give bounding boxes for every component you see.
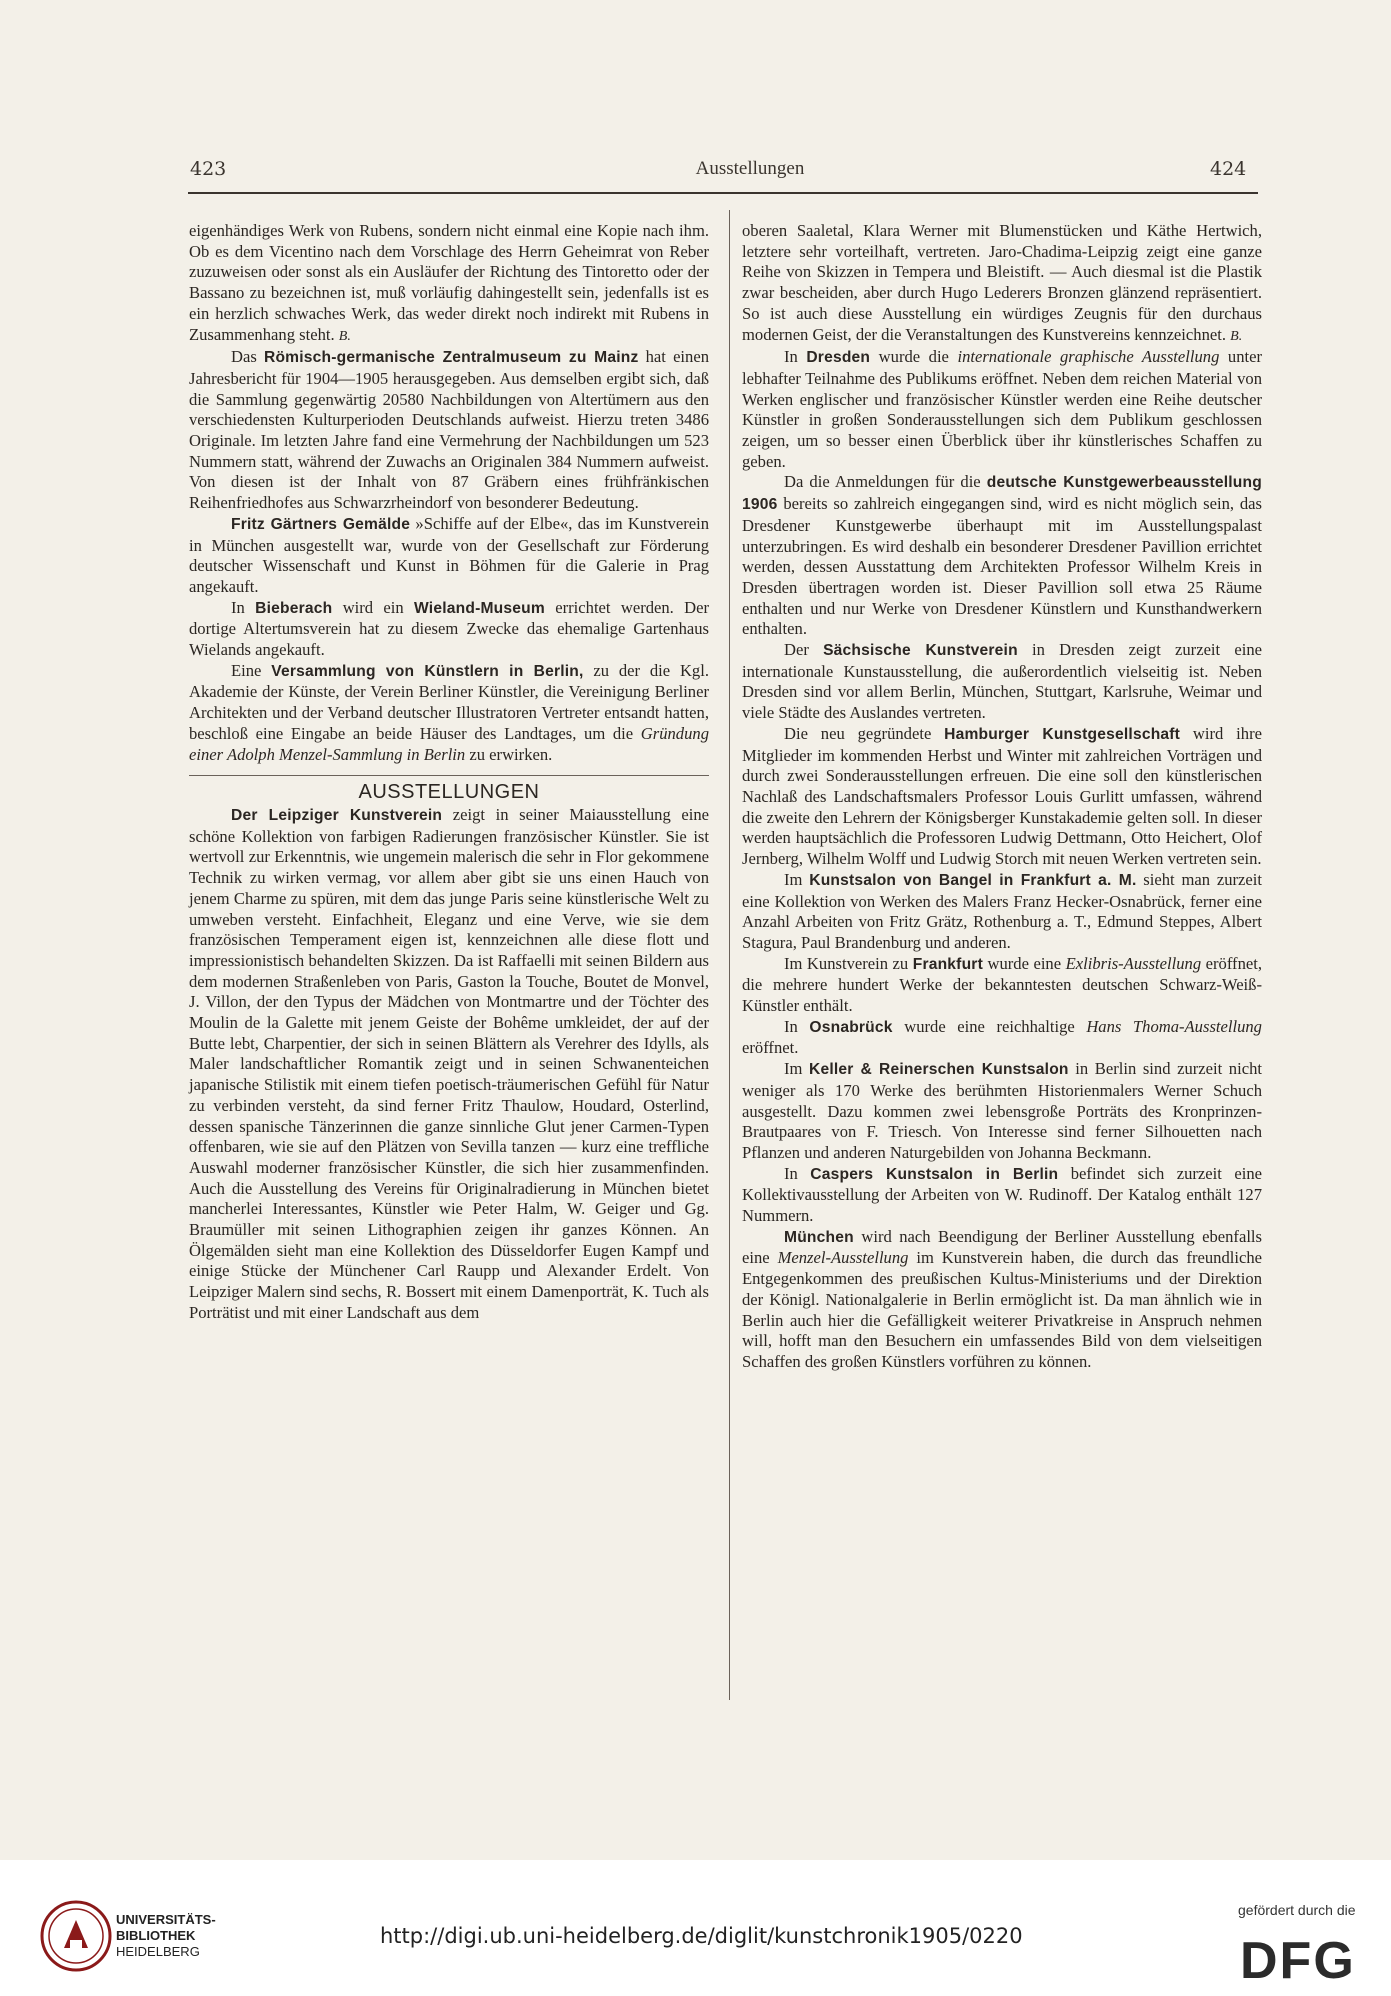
bold-term: Bieberach: [255, 599, 333, 617]
left-column: [189, 221, 709, 1324]
bold-term: Sächsische Kunstverein: [823, 642, 1018, 660]
italic-term: Exlibris-Ausstellung: [1065, 953, 1202, 973]
bold-term: Caspers Kunstsalon in Berlin: [810, 1165, 1059, 1183]
paragraph: In Dresden wurde die internationale graphische Ausstellung unter lebhafter Teilnahme des Publikums eröffnet. Neben dem reichen Material von Werken englischer und französischer Künstler werden eine Reihe deutscher Künstler in großen Sonderausstellungen sich dem Publikum geschlossen zeigen, um so besser einen Überblick über ihr künstlerisches Schaffen zu geben.: [742, 347, 1262, 471]
section-rule: [189, 775, 709, 776]
bold-term: München: [784, 1228, 854, 1246]
italic-term: Menzel-Ausstellung: [777, 1248, 909, 1268]
paragraph: oberen Saaletal, Klara Werner mit Blumenstücken und Käthe Hertwich, letztere sehr vorteilhaft, vertreten. Jaro-Chadima-Leipzig zeigt eine ganze Reihe von Skizzen in Tempera und Bleistift. — Auch diesmal ist die Plastik zwar bescheiden, aber durch Hugo Lederers Bronzen glänzend repräsentiert. So ist auch diese Ausstellung ein würdiges Zeugnis für den durchaus modernen Geist, der die Veranstaltungen des Kunstvereins kennzeichnet. B.: [742, 221, 1262, 344]
bold-term: Osnabrück: [809, 1018, 893, 1036]
library-name: UNIVERSITÄTS- BIBLIOTHEK HEIDELBERG: [116, 1912, 216, 1959]
paragraph: Der Sächsische Kunstverein in Dresden zeigt zurzeit eine internationale Kunstausstellung, die außerordentlich vielseitig ist. Neben Dresden sind vor allem Berlin, München, Stuttgart, Karlsruhe, Weimar und viele Städte des Auslandes vertreten.: [742, 640, 1262, 723]
paragraph: Im Kunstsalon von Bangel in Frankfurt a. M. sieht man zurzeit eine Kollektion von Werken des Malers Franz Hecker-Osnabrück, ferner eine Anzahl Arbeiten von Fritz Grätz, Rothenburg a. T., Edmund Steppes, Albert Stagura, Paul Brandenburg und anderen.: [742, 869, 1262, 952]
source-url-link[interactable]: http://digi.ub.uni-heidelberg.de/diglit/kunstchronik1905/0220: [380, 1924, 1023, 1948]
dfg-logo-text: DFG: [1240, 1934, 1356, 1982]
paragraph: In Bieberach wird ein Wieland-Museum errichtet werden. Der dortige Altertumsverein hat zu diesem Zwecke das ehemalige Gartenhaus Wielands angekauft.: [189, 597, 710, 660]
italic-term: Hans Thoma-Ausstellung: [1086, 1016, 1262, 1036]
funding-note: gefördert durch die: [1238, 1902, 1356, 1918]
bold-term: Wieland-Museum: [414, 599, 545, 617]
column-divider: [729, 210, 730, 1700]
bold-term: Versammlung von Künstlern in Berlin,: [271, 662, 584, 680]
university-seal-icon: [40, 1900, 112, 1972]
paragraph: Im Kunstverein zu Frankfurt wurde eine Exlibris-Ausstellung eröffnet, die mehrere hundert Werke der bekanntesten deutschen Schwarz-Weiß-Künstler enthält.: [742, 953, 1263, 1016]
bold-term: Römisch-germanische Zentralmuseum zu Mainz: [263, 349, 639, 367]
paragraph: Das Römisch-germanische Zentralmuseum zu Mainz hat einen Jahresbericht für 1904—1905 herausgegeben. Aus demselben ergibt sich, daß die Sammlung gegenwärtig 20580 Nachbildungen von Altertümern aus den verschiedensten Kulturperioden Deutschlands aufweist. Hierzu treten 3486 Originale. Im letzten Jahre fand eine Vermehrung der Nachbildungen um 523 Nummern statt, während der Zuwachs an Originalen 384 Nummern aufweist. Von diesen ist der Inhalt von 87 Gräbern eines frühfränkischen Reihenfriedhofes aus Schwarzrheindorf von besonderer Bedeutung.: [189, 347, 709, 513]
header-rule: [188, 192, 1258, 194]
bold-term: Dresden: [806, 349, 871, 367]
paragraph: Der Leipziger Kunstverein zeigt in seiner Maiausstellung eine schöne Kollektion von farbigen Radierungen französischer Künstler. Sie ist wertvoll zur Erkenntnis, wie ungemein malerisch die sehr in Flor gekommene Technik zu wirken vermag, vor allem aber gibt sie uns einen Hauch von jenem Charme zu spüren, mit dem das junge Paris seine künstlerische Welt zu umweben versteht. Einfachheit, Eleganz und eine Verve, wie sie dem französischen Temperament eigen ist, kennzeichnen alle diese flott und impressionistisch behandelten Skizzen. Da ist Raffaelli mit seinen Bildern aus dem modernen Straßenleben von Paris, Gaston la Touche, Boutet de Monvel, J. Villon, der den Typus der Mädchen von Montmartre und der Töchter des Moulin de la Galette mit jenem Geiste der Bohême umkleidet, der auf der Butte lebt, Charpentier, der sich in seinen Blättern als Verehrer des Idylls, als Maler landschaftlicher Romantik zeigt und in seinen Schwanenteichen japanische Stilistik mit einem tiefen poetisch-träumerischen Gefühl für Natur zu verbinden versteht, da sind ferner Fritz Thaulow, Houdard, Osterlind, dessen spanische Tänzerinnen die ganze sinnliche Glut jener Carmen-Typen offenbaren, wie sie auf den Plätzen von Sevilla tanzen — kurz eine treffliche Auswahl moderner französischer Künstler, die sich hier zusammenfinden. Auch die Ausstellung des Vereins für Originalradierung in München bietet mancherlei Interessantes, Künstler wie Peter Halm, W. Geiger und Gg. Braumüller mit seinen Lithographien zeigen ihr ganzes Können. An Ölgemälden sieht man eine Kollektion des Düsseldorfer Eugen Kampf und einige Stücke der Münchener Carl Raupp und Alexander Erdelt. Von Leipziger Malern sind sechs, R. Bossert mit einem Damenporträt, K. Tuch als Porträtist und mit einer Landschaft aus dem: [189, 804, 709, 1322]
bold-term: Keller & Reinerschen Kunstsalon: [809, 1061, 1069, 1079]
paragraph: Die neu gegründete Hamburger Kunstgesellschaft wird ihre Mitglieder im kommenden Herbst und Winter mit zahlreichen Vorträgen und durch zwei Sonderausstellungen erfreuen. Die eine soll den künstlerischen Nachlaß des Landschaftsmalers Professor Louis Gurlitt umfassen, während die zweite den Lehrern der Königsberger Kunstakademie gelten soll. In dieser werden hauptsächlich die Professoren Ludwig Dettmann, Otto Heichert, Olof Jernberg, Wilhelm Wolff und Ludwig Storch mit neuen Werken vertreten sein.: [742, 723, 1262, 869]
bold-term: Fritz Gärtners Gemälde: [231, 515, 411, 533]
signature: B.: [338, 328, 351, 344]
page-number-left: 423: [190, 158, 227, 180]
bold-term: Frankfurt: [912, 955, 983, 973]
italic-term: Gründung einer Adolph Menzel-Sammlung in Berlin: [189, 723, 709, 764]
bold-term: Der Leipziger Kunstverein: [231, 806, 443, 824]
bold-term: Hamburger Kunstgesellschaft: [944, 725, 1181, 743]
dfg-logo: [1240, 1934, 1368, 1982]
paragraph: München wird nach Beendigung der Berliner Ausstellung ebenfalls eine Menzel-Ausstellung im Kunstverein haben, die durch das freundliche Entgegenkommen des preußischen Kultus-Ministeriums und der Direktion der Königl. Nationalgalerie in Berlin ermöglicht ist. Da man ähnlich wie in Berlin auch hier die Gefälligkeit weiterer Privatkreise in Anspruch nehmen will, hofft man den Besuchern ein umfassendes Bild von dem vielseitigen Schaffen des großen Künstlers vorführen zu können.: [742, 1226, 1263, 1371]
paragraph: Eine Versammlung von Künstlern in Berlin, zu der die Kgl. Akademie der Künste, der Verein Berliner Künstler, die Vereinigung Berliner Architekten und der Verband deutscher Illustratoren Vertreter entsandt hatten, beschloß eine Eingabe an beide Häuser des Landtages, um die Gründung einer Adolph Menzel-Sammlung in Berlin zu erwirken.: [189, 660, 709, 764]
paragraph: In Osnabrück wurde eine reichhaltige Hans Thoma-Ausstellung eröffnet.: [742, 1016, 1262, 1058]
paragraph: Fritz Gärtners Gemälde »Schiffe auf der Elbe«, das im Kunstverein in München ausgestellt war, wurde von der Gesellschaft zur Förderung deutscher Wissenschaft und Kunst in Böhmen für die Galerie in Prag angekauft.: [189, 513, 710, 596]
paragraph: eigenhändiges Werk von Rubens, sondern nicht einmal eine Kopie nach ihm. Ob es dem Vicentino nach dem Vorschlage des Herrn Geheimrat von Reber zuzuweisen oder sonst als ein Ausläufer der Richtung des Tintoretto oder der Bassano zu bezeichnen ist, muß vorläufig dahingestellt sein, jedenfalls ist es ein herzlich schwaches Werk, das weder direkt noch indirekt mit Rubens in Zusammenhang steht. B.: [189, 221, 709, 344]
paragraph: In Caspers Kunstsalon in Berlin befindet sich zurzeit eine Kollektivausstellung der Arbeiten von W. Rudinoff. Der Katalog enthält 127 Nummern.: [742, 1163, 1262, 1226]
italic-term: internationale graphische Ausstellung: [957, 347, 1220, 367]
section-heading: AUSSTELLUNGEN: [358, 781, 540, 804]
running-title: Ausstellungen: [695, 158, 805, 179]
signature: B.: [1230, 328, 1243, 344]
paragraph: Im Keller & Reinerschen Kunstsalon in Berlin sind zurzeit nicht weniger als 170 Werke des berühmten Historienmalers Werner Schuch ausgestellt. Dazu kommen zwei lebensgroße Porträts des Kronprinzen-Brautpaares von F. Triesch. Von Interesse sind ferner Silhouetten nach Pflanzen und anderen Naturgebilden von Johanna Beckmann.: [742, 1059, 1262, 1162]
digitization-footer: [0, 1860, 1391, 1996]
right-column: [742, 221, 1262, 1373]
bold-term: Kunstsalon von Bangel in Frankfurt a. M.: [809, 871, 1137, 889]
page-number-right: 424: [1210, 158, 1247, 180]
paragraph: Da die Anmeldungen für die deutsche Kunstgewerbeausstellung 1906 bereits so zahlreich eingegangen sind, wird es nicht möglich sein, das Dresdener Kunstgewerbe überhaupt mit im Ausstellungspalast unterzubringen. Es wird deshalb ein besonderer Dresdener Pavillion errichtet werden, dessen Ausstattung dem Architekten Professor Wilhelm Kreis in Dresden übertragen worden ist. Dieser Pavillion soll etwa 25 Räume enthalten und nur Werke von Dresdener Künstlern und Kunsthandwerkern enthalten.: [742, 472, 1262, 639]
bold-term: deutsche Kunstgewerbeausstellung 1906: [742, 474, 1262, 514]
